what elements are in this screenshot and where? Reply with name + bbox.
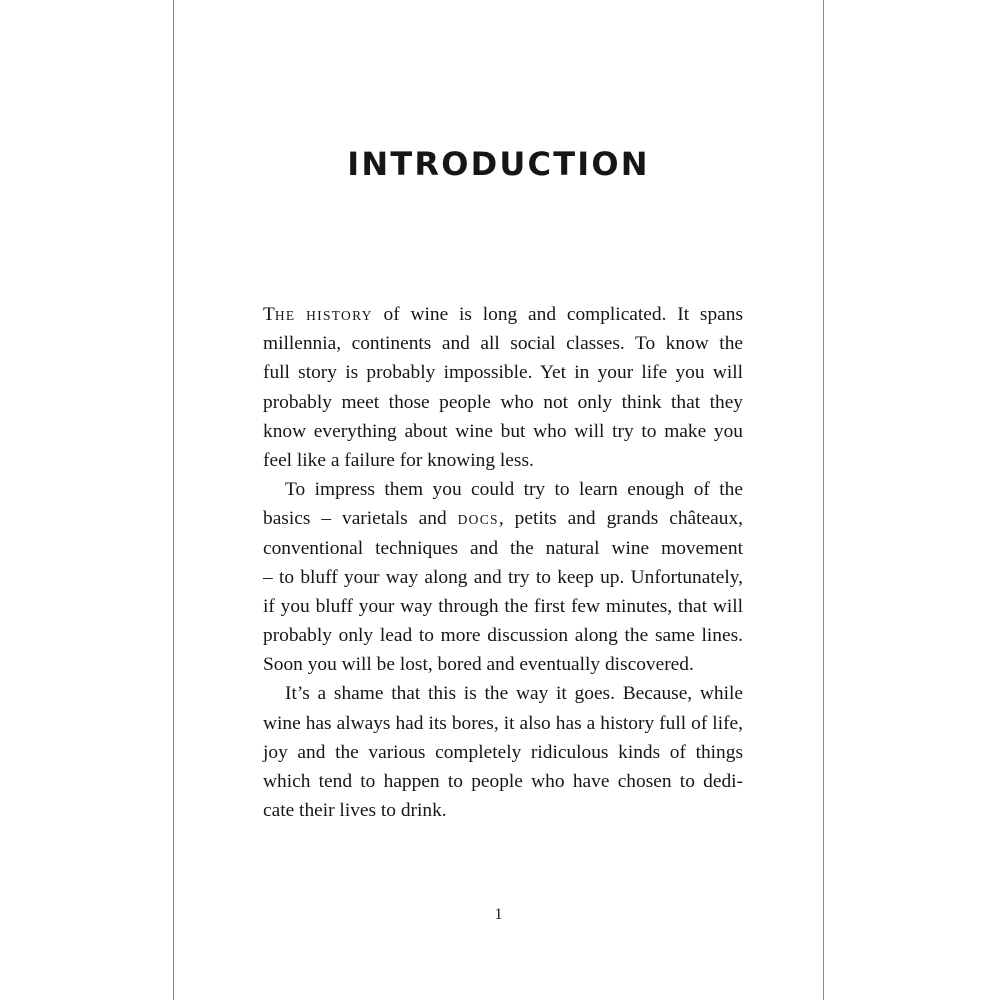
- text-line: millennia, continents and all social classes. To know the: [263, 333, 743, 355]
- text-line: probably meet those people who not only think that they: [263, 391, 743, 413]
- text-line: Soon you will be lost, bored and eventually discovered.: [263, 654, 694, 676]
- text-line: if you bluff your way through the first few minutes, that will: [263, 595, 743, 617]
- text-line: conventional techniques and the natural wine movement: [263, 537, 743, 559]
- text-line: know everything about wine but who will try to make you: [263, 420, 743, 442]
- lead-smallcaps: HE HISTORY: [274, 308, 373, 323]
- lead-capital: T: [263, 304, 275, 325]
- text-line: wine has always had its bores, it also has a history full of life,: [263, 712, 743, 734]
- paragraph-2: [263, 475, 743, 679]
- text-line: full story is probably impossible. Yet in your life you will: [263, 362, 743, 384]
- smallcaps-word: DOCS: [457, 512, 499, 528]
- chapter-body: [263, 300, 743, 825]
- paragraph-1: [263, 300, 743, 475]
- chapter-title: INTRODUCTION: [347, 145, 650, 183]
- text-line: [263, 504, 743, 533]
- text-fragment: of wine is long and complicated. It spans: [372, 304, 743, 325]
- paragraph-3: [263, 679, 743, 825]
- text-line: It’s a shame that this is the way it goes. Because, while: [285, 683, 743, 705]
- book-page: [173, 0, 824, 1000]
- text-line: probably only lead to more discussion along the same lines.: [263, 625, 743, 647]
- text-line: which tend to happen to people who have chosen to dedi-: [263, 771, 743, 792]
- text-line: joy and the various completely ridiculous kinds of things: [263, 741, 743, 763]
- text-fragment: , petits and grands châteaux,: [498, 508, 743, 530]
- text-fragment: basics – varietals and: [263, 508, 458, 530]
- text-line: – to bluff your way along and try to keep up. Unfortunately,: [263, 566, 743, 588]
- page-number: 1: [494, 906, 503, 923]
- text-line: feel like a failure for knowing less.: [263, 449, 534, 471]
- text-line: [263, 300, 743, 329]
- text-line: cate their lives to drink.: [263, 800, 447, 822]
- text-line: To impress them you could try to learn enough of the: [285, 479, 743, 501]
